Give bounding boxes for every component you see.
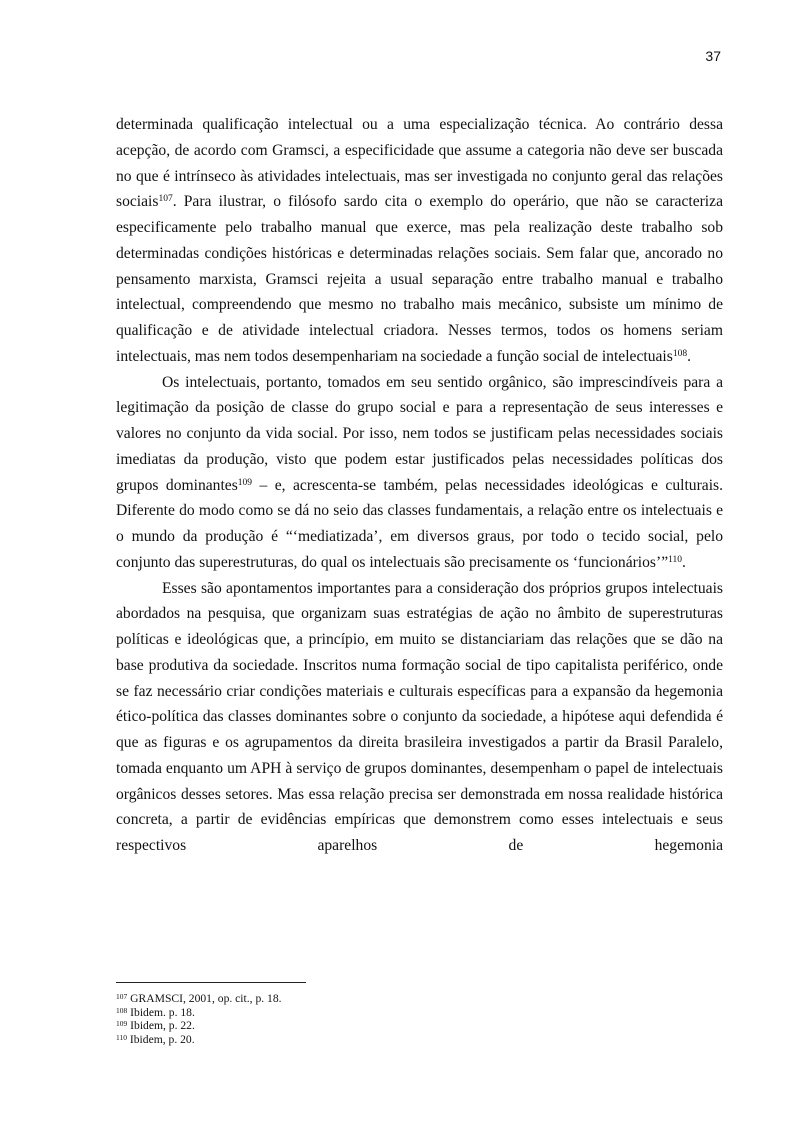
footnote-ref-108[interactable]: 108 <box>672 348 688 359</box>
footnote-ref-109[interactable]: 109 <box>237 477 253 488</box>
footnote-ref-107[interactable]: 107 <box>158 194 173 205</box>
paragraph-text: . Para ilustrar, o filósofo sardo cita o exemplo do operário, que não se caracteriza especificamente pelo trabalho manual que exerce, mas pela realização deste trabalho sob determinadas condições históricas e determinadas relações sociais. Sem falar que, ancorado no pensamento marxista, Gramsci rejeita a usual separação entre trabalho manual e trabalho intelectual, compreendendo que mesmo no trabalho mais mecânico, subsiste um mínimo de qualificação e de atividade intelectual criadora. Nesses termos, todos os homens seriam intelectuais, mas nem todos desempenhariam na sociedade a função social de intelectuais <box>116 193 723 365</box>
footnote-text: GRAMSCI, 2001, op. cit., p. 18. <box>130 992 282 1005</box>
paragraph-text: – e, acrescenta-se também, pelas necessidades ideológicas e culturais. Diferente do modo como se dá no seio das classes fundamentais, a relação entre os intelectuais e o mundo da produção é “‘mediatizada’, em diversos graus, por todo o tecido social, pelo conjunto das superestruturas, do qual os intelectuais são precisamente os ‘funcionários’” <box>116 476 723 571</box>
footnote-108 <box>116 1006 723 1020</box>
paragraph-1 <box>116 112 723 370</box>
page-number: 37 <box>705 48 721 64</box>
footnote-mark: 109 <box>116 1019 128 1029</box>
paragraph-text: Esses são apontamentos importantes para a consideração dos próprios grupos intelectuais abordados na pesquisa, que organizam suas estratégias de ação no âmbito de superestruturas políticas e ideológicas que, a princípio, em muito se distanciariam das relações que se dão na base produtiva da sociedade. Inscritos numa formação social de tipo capitalista periférico, onde se faz necessário criar condições materiais e culturais específicas para a expansão da hegemonia ético-política das classes dominantes sobre o conjunto da sociedade, a hipótese aqui defendida é que as figuras e os agrupamentos da direita brasileira investigados a partir da Brasil Paralelo, tomada enquanto um APH à serviço de grupos dominantes, desempenham o papel de intelectuais orgânicos desses setores. Mas essa relação precisa ser demonstrada em nossa realidade histórica concreta, a partir de evidências empíricas que demonstrem como esses intelectuais e seus respectivos aparelhos de hegemonia <box>116 579 723 854</box>
footnote-mark: 108 <box>116 1005 128 1015</box>
footnote-mark: 110 <box>116 1032 127 1042</box>
footnote-ref-110[interactable]: 110 <box>668 554 683 565</box>
paragraph-text: . <box>687 347 691 365</box>
paragraph-text: determinada qualificação intelectual ou a uma especialização técnica. Ao contrário dessa acepção, de acordo com Gramsci, a especificidade que assume a categoria não deve ser buscada no que é intrínseco às atividades intelectuais, mas ser investigada no conjunto geral das relações sociais <box>116 116 723 211</box>
footnotes <box>116 992 723 1046</box>
footnote-109 <box>116 1019 723 1033</box>
paragraph-3 <box>116 576 723 859</box>
body-text <box>116 112 723 859</box>
footnote-text: Ibidem, p. 22. <box>130 1019 195 1033</box>
footnote-text: Ibidem. p. 18. <box>130 1005 195 1019</box>
paragraph-text: . <box>682 553 686 571</box>
footnote-107 <box>116 992 723 1006</box>
footnote-110 <box>116 1033 723 1047</box>
paragraph-2 <box>116 370 723 576</box>
footnote-mark: 107 <box>116 992 128 1001</box>
paragraph-text: Os intelectuais, portanto, tomados em seu sentido orgânico, são imprescindíveis para a legitimação da posição de classe do grupo social e para a representação de seus interesses e valores no conjunto da vida social. Por isso, nem todos se justificam pelas necessidades sociais imediatas da produção, visto que podem estar justificados pelas necessidades políticas dos grupos dominantes <box>116 373 723 494</box>
footnote-text: Ibidem, p. 20. <box>129 1032 195 1046</box>
footnote-divider <box>116 982 306 983</box>
